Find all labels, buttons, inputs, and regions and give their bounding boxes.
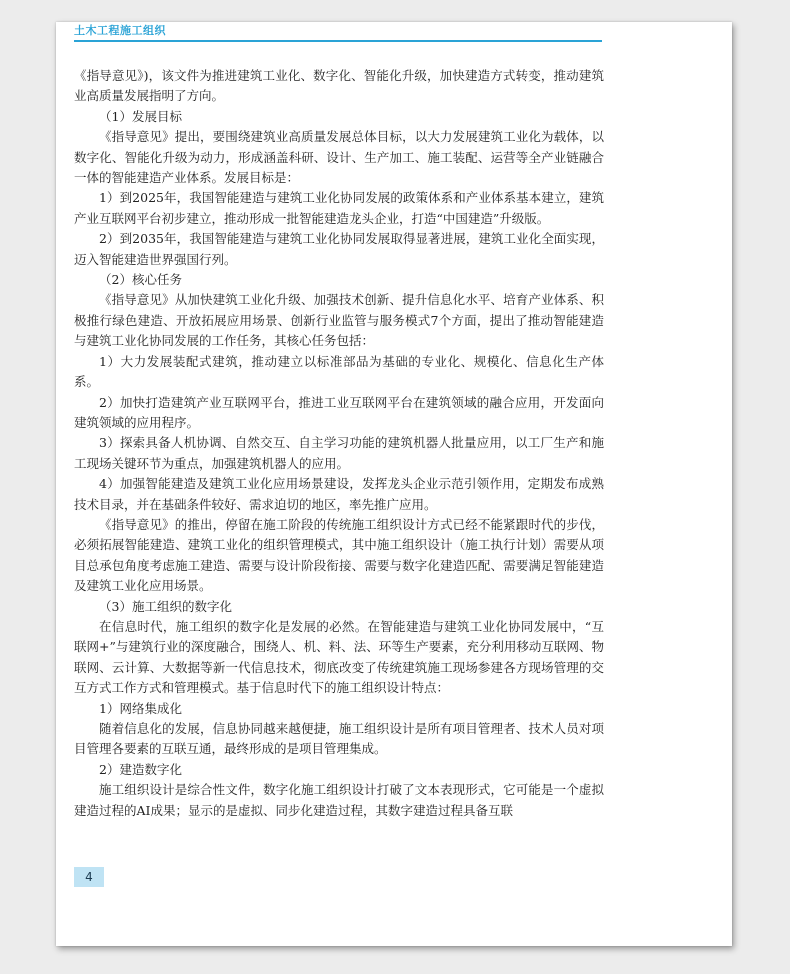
section-heading: （2）核心任务 — [99, 272, 182, 288]
section-heading: （1）发展目标 — [99, 108, 182, 124]
paragraph: 《指导意见》从加快建筑工业化升级、加强技术创新、提升信息化水平、培育产业体系、积极推行绿色建造、开放拓展应用场景、创新行业监管与服务模式7个方面，提出了推动智能建造与建筑工业化协同发展的工作任务，其核心任务包括： — [74, 292, 604, 349]
header-rule — [74, 40, 602, 42]
subsection-heading: 1）网络集成化 — [99, 700, 182, 716]
list-item: 3）探索具备人机协调、自然交互、自主学习功能的建筑机器人批量应用，以工厂生产和施工现场关键环节为重点，加强建筑机器人的应用。 — [74, 435, 604, 471]
paragraph: 施工组织设计是综合性文件，数字化施工组织设计打破了文本表现形式，它可能是一个虚拟建造过程的AI成果；显示的是虚拟、同步化建造过程，其数字建造过程具备互联 — [74, 782, 604, 818]
list-item: 1）到2025年，我国智能建造与建筑工业化协同发展的政策体系和产业体系基本建立，建筑产业互联网平台初步建立，推动形成一批智能建造龙头企业，打造“中国建造”升级版。 — [74, 190, 604, 226]
page-number: 4 — [74, 867, 104, 887]
paragraph: 《指导意见》)，该文件为推进建筑工业化、数字化、智能化升级，加快建造方式转变，推动建筑业高质量发展指明了方向。 — [74, 68, 604, 104]
list-item: 2）到2035年，我国智能建造与建筑工业化协同发展取得显著进展，建筑工业化全面实现，迈入智能建造世界强国行列。 — [74, 231, 604, 267]
subsection-heading: 2）建造数字化 — [99, 761, 182, 777]
list-item: 4）加强智能建造及建筑工业化应用场景建设，发挥龙头企业示范引领作用，定期发布成熟技术目录，并在基础条件较好、需求迫切的地区，率先推广应用。 — [74, 476, 604, 512]
paragraph: 《指导意见》的推出，停留在施工阶段的传统施工组织设计方式已经不能紧跟时代的步伐，必须拓展智能建造、建筑工业化的组织管理模式，其中施工组织设计（施工执行计划）需要从项目总承包角度考虑施工建造、需要与设计阶段衔接、需要与数字化建造匹配、需要满足智能建造及建筑工业化应用场景。 — [74, 516, 604, 594]
list-item: 2）加快打造建筑产业互联网平台，推进工业互联网平台在建筑领域的融合应用，开发面向建筑领域的应用程序。 — [74, 394, 604, 430]
paragraph: 《指导意见》提出，要围绕建筑业高质量发展总体目标，以大力发展建筑工业化为载体，以数字化、智能化升级为动力，形成涵盖科研、设计、生产加工、施工装配、运营等全产业链融合一体的智能建造产业体系。发展目标是： — [74, 129, 604, 186]
paragraph: 随着信息化的发展，信息协同越来越便捷，施工组织设计是所有项目管理者、技术人员对项目管理各要素的互联互通，最终形成的是项目管理集成。 — [74, 721, 604, 757]
body-text — [74, 66, 604, 821]
list-item: 1）大力发展装配式建筑，推动建立以标准部品为基础的专业化、规模化、信息化生产体系。 — [74, 353, 604, 390]
running-header-title: 土木工程施工组织 — [74, 24, 166, 37]
paragraph: 在信息时代，施工组织的数字化是发展的必然。在智能建造与建筑工业化协同发展中，“互联网+”与建筑行业的深度融合，围绕人、机、料、法、环等生产要素，充分利用移动互联网、物联网、云计算、大数据等新一代信息技术，彻底改变了传统建筑施工现场参建各方现场管理的交互方式工作方式和管理模式。基于信息时代下的施工组织设计特点： — [74, 618, 604, 696]
section-heading: （3）施工组织的数字化 — [99, 598, 232, 614]
